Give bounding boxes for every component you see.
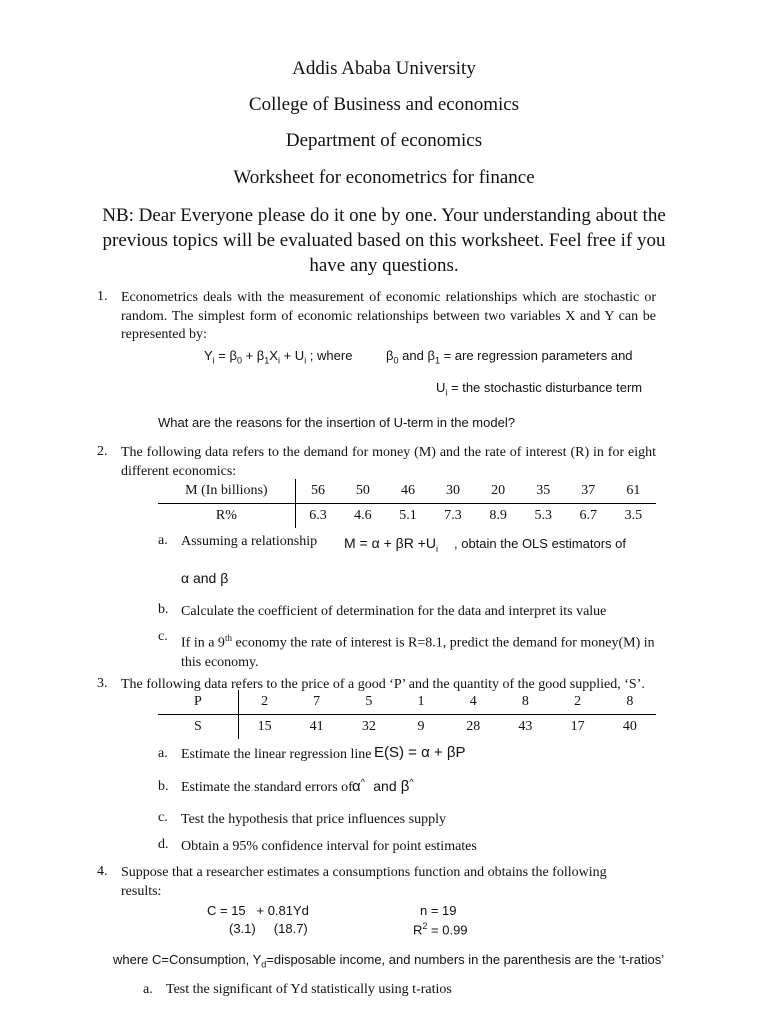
university-title: Addis Ababa University (292, 58, 476, 79)
table-cell: 5 (343, 690, 395, 715)
table-row-label: S (158, 715, 238, 740)
q2b-text: Calculate the coefficient of determination for the data and interpret its value (181, 604, 607, 619)
table-cell: 2 (238, 690, 290, 715)
q3a-equation: E(S) = α + βP (374, 744, 466, 761)
table-cell: 50 (340, 479, 385, 504)
q2a-tail: , obtain the OLS estimators of (454, 536, 626, 551)
table-cell: 8 (604, 690, 656, 715)
q1-number: 1. (97, 289, 108, 304)
q4a-label: a. (143, 982, 153, 997)
table-cell: 20 (476, 479, 521, 504)
table-cell: 56 (295, 479, 340, 504)
table-cell: 9 (417, 719, 425, 734)
q2-data-table (158, 479, 656, 528)
table-cell: 8 (499, 690, 551, 715)
q2a-label: a. (158, 533, 168, 548)
table-cell: 30 (431, 479, 476, 504)
table-cell: 7 (291, 690, 343, 715)
q4-r-squared: $R^2 = 0.99$ (413, 921, 468, 938)
worksheet-title: Worksheet for econometrics for finance (233, 167, 535, 188)
table-cell: 6.7 (579, 508, 598, 523)
table-cell: 32 (361, 719, 376, 734)
table-cell: 7.3 (444, 508, 462, 523)
q2-text: The following data refers to the demand for money (M) and the rate of interest (R) in for eight different economics: (121, 445, 656, 479)
table-cell: 41 (309, 719, 324, 734)
q3-number: 3. (97, 676, 108, 691)
q4-text: Suppose that a researcher estimates a consumptions function and obtains the following results: (121, 865, 607, 899)
q3c-text: Test the hypothesis that price influences supply (181, 812, 446, 827)
table-cell: 15 (257, 719, 272, 734)
table-cell: 43 (518, 719, 533, 734)
table-cell: 4 (447, 690, 499, 715)
q4-equation-line2: (3.1) (18.7) (229, 921, 308, 936)
nb-note: NB: Dear Everyone please do it one by one. Your understanding about the previous topics will be evaluated based on this worksheet. Feel free if you have any questions. (102, 205, 666, 276)
table-row-label: P (158, 690, 238, 715)
q4-where-note: where C=Consumption, $Y_d=disposable$ income, and numbers in the parenthesis are the ‘t-ratios’ (113, 952, 665, 970)
q2-number: 2. (97, 444, 108, 459)
table-row (158, 715, 656, 740)
q2b-label: b. (158, 602, 169, 617)
q3b-symbols: α^ and β^ (352, 777, 414, 795)
table-row-label: M (In billions) (158, 479, 295, 504)
q1-model-equation: $Y_i = \beta_0 + \beta_1X_i + U_i$ ; where (204, 348, 353, 366)
table-cell: 28 (466, 719, 481, 734)
q2a-line2: α and β (181, 570, 229, 586)
q2c-label: c. (158, 629, 168, 644)
table-cell: 5.3 (534, 508, 552, 523)
table-cell: 8.9 (489, 508, 507, 523)
table-cell: 17 (570, 719, 585, 734)
q1-beta-definition: $\beta_0$ and $\beta_1$ = are regression parameters and (386, 348, 633, 366)
table-cell: 46 (385, 479, 430, 504)
table-cell: 35 (521, 479, 566, 504)
table-cell: 37 (566, 479, 611, 504)
table-cell: 3.5 (624, 508, 643, 523)
table-row (158, 504, 656, 529)
q3a-label: a. (158, 746, 168, 761)
q1-u-definition: $U_i$ = the stochastic disturbance term (436, 380, 643, 398)
table-row (158, 479, 656, 504)
table-cell: 2 (552, 690, 604, 715)
q3-data-table (158, 690, 656, 739)
q4-equation-line1: C = 15 + 0.81Yd (207, 903, 309, 918)
q3d-text: Obtain a 95% confidence interval for point estimates (181, 839, 477, 854)
table-cell: 5.1 (399, 508, 417, 523)
q3-text: The following data refers to the price of a good ‘P’ and the quantity of the good supplied, ‘S’. (121, 677, 645, 692)
table-cell: 40 (622, 719, 637, 734)
q3b-text: Estimate the standard errors of (181, 780, 353, 795)
table-cell: 61 (611, 479, 656, 504)
q3a-text: Estimate the linear regression line (181, 747, 372, 762)
table-row (158, 690, 656, 715)
q3c-label: c. (158, 810, 168, 825)
q4-number: 4. (97, 864, 108, 879)
q2a-text: Assuming a relationship (181, 534, 318, 549)
table-row-label: R% (158, 504, 295, 529)
department-title: Department of economics (285, 130, 483, 151)
table-cell: 6.3 (309, 508, 327, 523)
q1-text: Econometrics deals with the measurement of economic relationships which are stochastic or random. The simplest form of economic relationships between two variables X and Y can be represented by: (121, 290, 656, 342)
college-title: College of Business and economics (248, 94, 520, 115)
q3d-label: d. (158, 837, 169, 852)
table-cell: 4.6 (354, 508, 372, 523)
q1-question: What are the reasons for the insertion of U-term in the model? (158, 415, 515, 430)
q2a-equation: $M = \alpha + \beta R +U_i$ (344, 535, 439, 554)
q4a-text: Test the significant of Yd statistically using t-ratios (166, 982, 452, 997)
q4-sample-size: n = 19 (420, 903, 457, 918)
table-cell: 1 (395, 690, 447, 715)
q3b-label: b. (158, 779, 169, 794)
q2c-text: If in a 9th economy the rate of interest is R=8.1, predict the demand for money(M) in this economy. (181, 633, 655, 670)
